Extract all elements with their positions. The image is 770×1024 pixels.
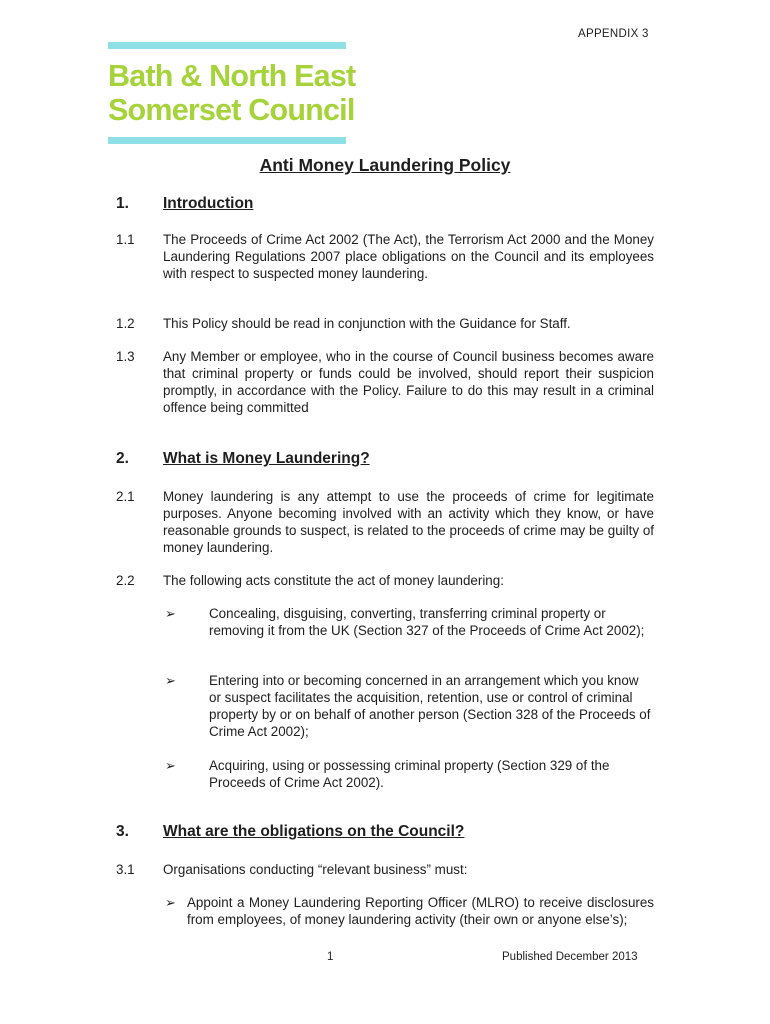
paragraph-text: This Policy should be read in conjunction with the Guidance for Staff.	[163, 316, 571, 331]
paragraph-number: 1.3	[116, 349, 135, 364]
arrow-bullet-icon: ➢	[165, 673, 176, 688]
list-item: Appoint a Money Laundering Reporting Officer (MLRO) to receive disclosures from employees, of money laundering activity (their own or anyone else’s);	[187, 895, 654, 927]
section-heading-introduction: Introduction	[163, 195, 254, 212]
paragraph-text: The following acts constitute the act of money laundering:	[163, 573, 504, 588]
section-number: 2.	[116, 450, 129, 467]
section-number: 1.	[116, 195, 129, 212]
paragraph-text: Any Member or employee, who in the course of Council business becomes aware that criminal property or funds could be involved, should report their suspicion promptly, in accordance with the Policy. Failure to do this may result in a criminal offence being committed	[163, 349, 654, 415]
published-date: Published December 2013	[502, 951, 638, 963]
page-title: Anti Money Laundering Policy	[259, 155, 511, 175]
paragraph-number: 2.1	[116, 489, 135, 504]
appendix-label: APPENDIX 3	[578, 28, 649, 40]
paragraph-number: 3.1	[116, 862, 135, 877]
section-number: 3.	[116, 823, 129, 840]
logo-line-1: Bath & North East	[108, 59, 356, 93]
page-number: 1	[327, 951, 334, 963]
paragraph-number: 1.1	[116, 232, 135, 247]
section-heading-obligations: What are the obligations on the Council?	[163, 823, 465, 840]
council-logo	[108, 42, 356, 144]
paragraph-number: 2.2	[116, 573, 135, 588]
section-heading-money-laundering: What is Money Laundering?	[163, 450, 370, 467]
paragraph-number: 1.2	[116, 316, 135, 331]
arrow-bullet-icon: ➢	[165, 895, 176, 910]
list-item: Entering into or becoming concerned in an arrangement which you know or suspect facilitates the acquisition, retention, use or control of criminal property by or on behalf of another person (Section 328 of the Proceeds of Crime Act 2002);	[209, 673, 651, 739]
arrow-bullet-icon: ➢	[165, 758, 176, 773]
paragraph-text: Organisations conducting “relevant business” must:	[163, 862, 468, 877]
paragraph-text: The Proceeds of Crime Act 2002 (The Act), the Terrorism Act 2000 and the Money Laundering Regulations 2007 place obligations on the Council and its employees with respect to suspected money laundering.	[163, 232, 654, 281]
logo-bottom-bar	[108, 137, 346, 144]
list-item: Concealing, disguising, converting, transferring criminal property or removing it from the UK (Section 327 of the Proceeds of Crime Act 2002);	[209, 606, 645, 638]
logo-line-2: Somerset Council	[108, 93, 355, 127]
paragraph-text: Money laundering is any attempt to use the proceeds of crime for legitimate purposes. Anyone becoming involved with an activity which they know, or have reasonable grounds to suspect, is related to the proceeds of crime may be guilty of money laundering.	[163, 489, 654, 555]
list-item: Acquiring, using or possessing criminal property (Section 329 of the Proceeds of Crime Act 2002).	[209, 758, 610, 790]
arrow-bullet-icon: ➢	[165, 606, 176, 621]
logo-top-bar	[108, 42, 346, 49]
